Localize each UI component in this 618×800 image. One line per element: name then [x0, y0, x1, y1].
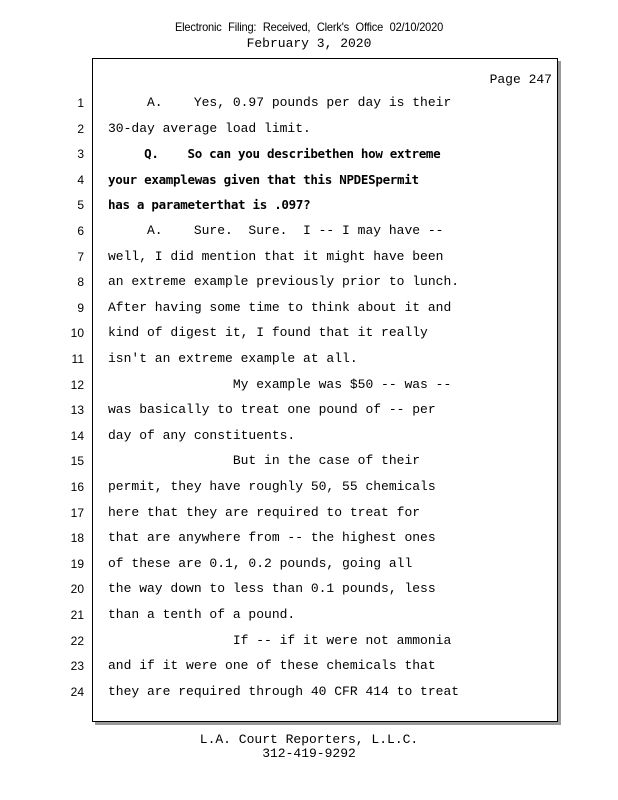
transcript-line	[0, 579, 560, 599]
transcript-line	[0, 631, 560, 651]
line-text: permit, they have roughly 50, 55 chemicals	[108, 479, 436, 494]
line-number: 19	[70, 556, 84, 571]
transcript-line	[0, 682, 560, 702]
line-number: 14	[70, 428, 84, 443]
transcript-line	[0, 170, 560, 190]
line-text: 30-day average load limit.	[108, 120, 311, 136]
line-text: has a parameterthat is .097?	[108, 197, 311, 213]
line-text: was basically to treat one pound of -- per	[108, 402, 436, 418]
transcript-line	[0, 451, 560, 471]
line-text: A. Sure. Sure. I -- I may have --	[108, 223, 444, 238]
line-number: 17	[70, 505, 84, 520]
line-number: 23	[70, 659, 84, 674]
transcript-line	[0, 298, 560, 318]
line-number: 22	[70, 633, 84, 648]
transcript-date: February 3, 2020	[246, 36, 372, 51]
line-text: the way down to less than 0.1 pounds, less	[108, 581, 436, 597]
transcript-line	[0, 528, 560, 548]
line-number: 6	[77, 224, 84, 238]
line-text: But in the case of their	[108, 453, 421, 469]
line-text: of these are 0.1, 0.2 pounds, going all	[108, 555, 413, 571]
transcript-line	[0, 477, 560, 497]
line-text: your examplewas given that this NPDESpermit	[108, 171, 419, 187]
line-number: 7	[77, 249, 84, 264]
transcript-line	[0, 323, 560, 343]
transcript-line	[0, 554, 560, 574]
line-number: 13	[70, 403, 84, 418]
line-text: Q. So can you describethen how extreme	[108, 146, 441, 162]
line-text: well, I did mention that it might have been	[108, 248, 444, 264]
transcript-line	[0, 375, 560, 395]
transcript-line	[0, 605, 560, 625]
line-number: 20	[70, 582, 84, 597]
line-text: kind of digest it, I found that it really	[108, 325, 428, 341]
line-number: 10	[70, 326, 84, 341]
transcript-line	[0, 119, 560, 139]
transcript-line	[0, 503, 560, 523]
court-reporter-phone: 312-419-9292	[262, 746, 356, 761]
line-text: My example was $50 -- was --	[108, 376, 452, 392]
line-text: here that they are required to treat for	[108, 504, 421, 520]
transcript-line	[0, 426, 560, 446]
line-text: After having some time to think about it and	[108, 299, 452, 315]
line-number: 4	[77, 172, 84, 187]
transcript-line	[0, 400, 560, 420]
line-text: that are anywhere from -- the highest ones	[108, 530, 436, 546]
transcript-line	[0, 349, 560, 369]
transcript-line	[0, 247, 560, 267]
line-text: they are required through 40 CFR 414 to treat	[108, 683, 460, 699]
line-number: 5	[77, 198, 84, 213]
page-number: Page 247	[489, 72, 552, 87]
line-number: 9	[77, 300, 84, 315]
line-number: 21	[70, 608, 84, 622]
line-number: 1	[77, 96, 84, 110]
line-number: 24	[70, 684, 84, 699]
line-number: 18	[70, 531, 84, 546]
line-number: 3	[77, 147, 84, 162]
transcript-line	[0, 656, 560, 676]
transcript-line	[0, 144, 560, 164]
transcript-line	[0, 93, 560, 113]
line-number: 8	[77, 275, 84, 290]
filing-stamp: Electronic Filing: Received, Clerk's Office 02/10/2020	[174, 20, 444, 34]
line-number: 15	[70, 454, 84, 469]
line-number: 11	[71, 352, 84, 366]
line-text: and if it were one of these chemicals that	[108, 658, 436, 674]
line-number: 16	[70, 480, 84, 494]
line-number: 12	[70, 377, 84, 392]
court-reporter-name: L.A. Court Reporters, L.L.C.	[199, 732, 419, 747]
line-text: A. Yes, 0.97 pounds per day is their	[108, 95, 452, 110]
line-text: If -- if it were not ammonia	[108, 632, 452, 648]
line-text: than a tenth of a pound.	[108, 607, 296, 622]
line-text: isn't an extreme example at all.	[108, 351, 358, 366]
transcript-line	[0, 195, 560, 215]
line-text: an extreme example previously prior to lunch.	[108, 274, 460, 290]
transcript-line	[0, 221, 560, 241]
transcript-line	[0, 272, 560, 292]
line-text: day of any constituents.	[108, 427, 296, 443]
line-number: 2	[77, 121, 84, 136]
